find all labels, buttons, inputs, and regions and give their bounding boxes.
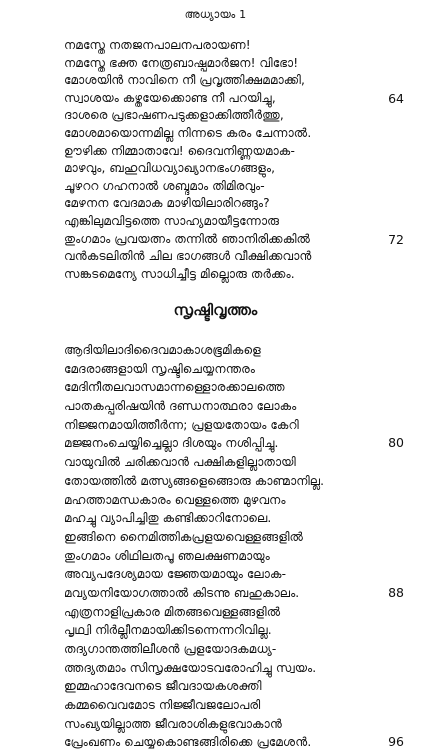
verse-text: വായുവിൽ ചരിക്കവാൻ പക്ഷികളില്ലാതായി [64,455,296,470]
verse-text: മേദിനീതലവാസമാന്നള്ളൊരക്കാലത്തെ [64,380,285,395]
verse-line [64,341,404,360]
verse-text: മജ്ജനംചെയ്യിച്ചെല്ലാ ദിശയും നശിപ്പിച്ചു. [64,436,279,451]
verse-text: മേഴനന വേദമാക മാഴിയിലാരിറങ്ങും? [64,196,270,211]
verse-text: കമ്മവൈവമോട നിജ്ജീവജലോപരി [64,698,261,713]
verse-line [64,696,404,715]
verse-line [64,90,404,108]
verse-line [64,453,404,472]
verse-line [64,547,404,566]
verse-text: മഹച്ചു വ്യാപിച്ചിതു കണ്ടിക്കാറിനോലെ. [64,511,272,526]
verse-text: തദ്യഗാന്തത്തിലീശൻ പ്രളയോദകമധ്യ- [64,642,277,656]
line-number: 64 [388,90,404,106]
verse-line [64,472,404,491]
verse-text: മാഴവും, ബഹുവിധവ്യാഖ്യാനഭംഗങ്ങളും, [64,161,275,176]
verse-line [64,397,404,416]
verse-line [64,733,404,752]
verse-line [64,231,404,249]
verse-line [64,491,404,510]
verse-line [64,677,404,696]
verse-text: നിജ്ജനമായിത്തീർന്ന; പ്രളയതോയം കേറി [64,417,299,432]
verse-line [64,584,404,603]
section-title: സൃഷ്ടിവൃത്തം [173,301,258,319]
verse-line [64,378,404,397]
verse-line [64,195,404,213]
verse-line [64,37,404,55]
verse-line [64,528,404,547]
verse-text: സംഖ്യയില്ലാത്ത ജീവരാശികളുഭവാകാൻ [64,716,282,731]
verse-text: മേദരാങ്ങളായി സൃഷ്ടിചെയ്യനന്തരം [64,361,255,376]
line-number: 80 [388,435,404,451]
verse-text: തുംഗമാം ശിഥിലതപൂ ഞലക്ഷണമായും [64,548,270,563]
line-number: 72 [388,231,404,247]
verse-text: സങ്കടമെന്യേ സാധിച്ചീട്ട മില്ലൊരു തർക്കം. [64,266,295,281]
verse-block-2 [64,341,404,752]
verse-text: മഹത്താമന്ധകാരം വെള്ളത്തെ മുഴവനം [64,492,286,507]
verse-text: ഊഴിക്ക നിമ്മാതാവേ! ദൈവനിണ്ണയമാക- [64,143,295,158]
verse-text: ആദിയിലാദിദൈവമാകാശഭൂമികളെ [64,343,261,357]
verse-line [64,360,404,379]
verse-line [64,55,404,73]
line-number: 88 [388,584,404,600]
verse-line [64,143,404,161]
verse-line [64,416,404,435]
verse-text: മോശയിൻ നാവിനെ നീ പ്രവൃത്തിക്ഷമമാക്കി, [64,73,305,88]
verse-text: ഇങ്ങിനെ നൈമിത്തികപ്രളയവെള്ളങ്ങളിൽ [64,529,304,544]
verse-text: വൻകടലിതിൻ ചില ഭാഗങ്ങൾ വീക്ഷിക്കവാൻ [64,249,312,264]
running-header: അധ്യായം 1 [184,8,247,21]
verse-text: തോയത്തിൽ മത്സ്യങ്ങളെങ്ങൊരു കാണ്മാനില്ല. [64,473,325,488]
verse-line [64,107,404,125]
verse-text: അവ്യപദേശ്യമായ ജ്ഞേയമായും ലോക- [64,567,286,582]
verse-text: സ്വാശയം കഴ്തയേക്കൊണ്ട നീ പറയിച്ചു, [64,90,276,105]
verse-line [64,178,404,196]
verse-text: എത്രനാളിപ്രകാര മിതങ്ങവെള്ളങ്ങളിൽ [64,604,281,619]
verse-line [64,603,404,622]
verse-line [64,565,404,584]
verse-line [64,160,404,178]
line-number: 96 [388,734,404,750]
verse-line [64,621,404,640]
verse-text: പ്രേംഖണം ചെയ്യകൊണ്ടങ്ങിരിക്കെ പ്രമേശൻ. [64,735,312,750]
verse-text: ചൂഴററ ഗഹനാൽ ശബ്ദമാം തിമിരവും- [64,178,265,193]
verse-text: നമസ്തേ നതജനപാലനപരായണ! [64,38,251,52]
verse-line [64,266,404,284]
verse-text: പാതകപ്പരിഷയിൻ ദണ്ഡനാത്ഥരാ ലോകം [64,399,297,414]
verse-text: മവ്യയനിയോഗത്താൽ കിടന്നു ബഹുകാലം. [64,585,300,600]
verse-line [64,715,404,734]
verse-text: ത്തദ്യതമാം സിസൃക്ഷയോടവരോഹിച്ചു സ്വയം. [64,660,317,675]
verse-line [64,213,404,231]
verse-text: ഇമ്മഹാദേവനടെ ജീവദായകശക്തി [64,679,262,694]
verse-text: നമസ്തേ ഭക്ത നേത്രബാഷ്പമാർജന! വിഭോ! [64,55,299,70]
verse-line [64,659,404,678]
verse-line [64,72,404,90]
verse-line [64,125,404,143]
verse-text: മോശമായൊന്നമില്ല നിന്നടെ കരം ചേന്നാൽ. [64,125,312,140]
verse-text: തുംഗമാം പ്രവയത്നം തന്നിൽ ഞാനിരിക്കകിൽ [64,231,311,246]
verse-line [64,640,404,659]
verse-line [64,509,404,528]
verse-line [64,248,404,266]
verse-text: ദാശരെ പ്രഭാഷണപടുക്കളാക്കിത്തീർത്തു, [64,108,284,123]
verse-text: പൃഥ്വി നിർല്ലീനമായിക്കിടന്നെന്നറിവില്ല. [64,623,272,638]
verse-text: എങ്കിലുമവിട്ടത്തെ സാഹ്യമായീട്ടന്നോരു [64,213,280,228]
verse-line [64,434,404,453]
verse-block-1 [64,37,404,283]
